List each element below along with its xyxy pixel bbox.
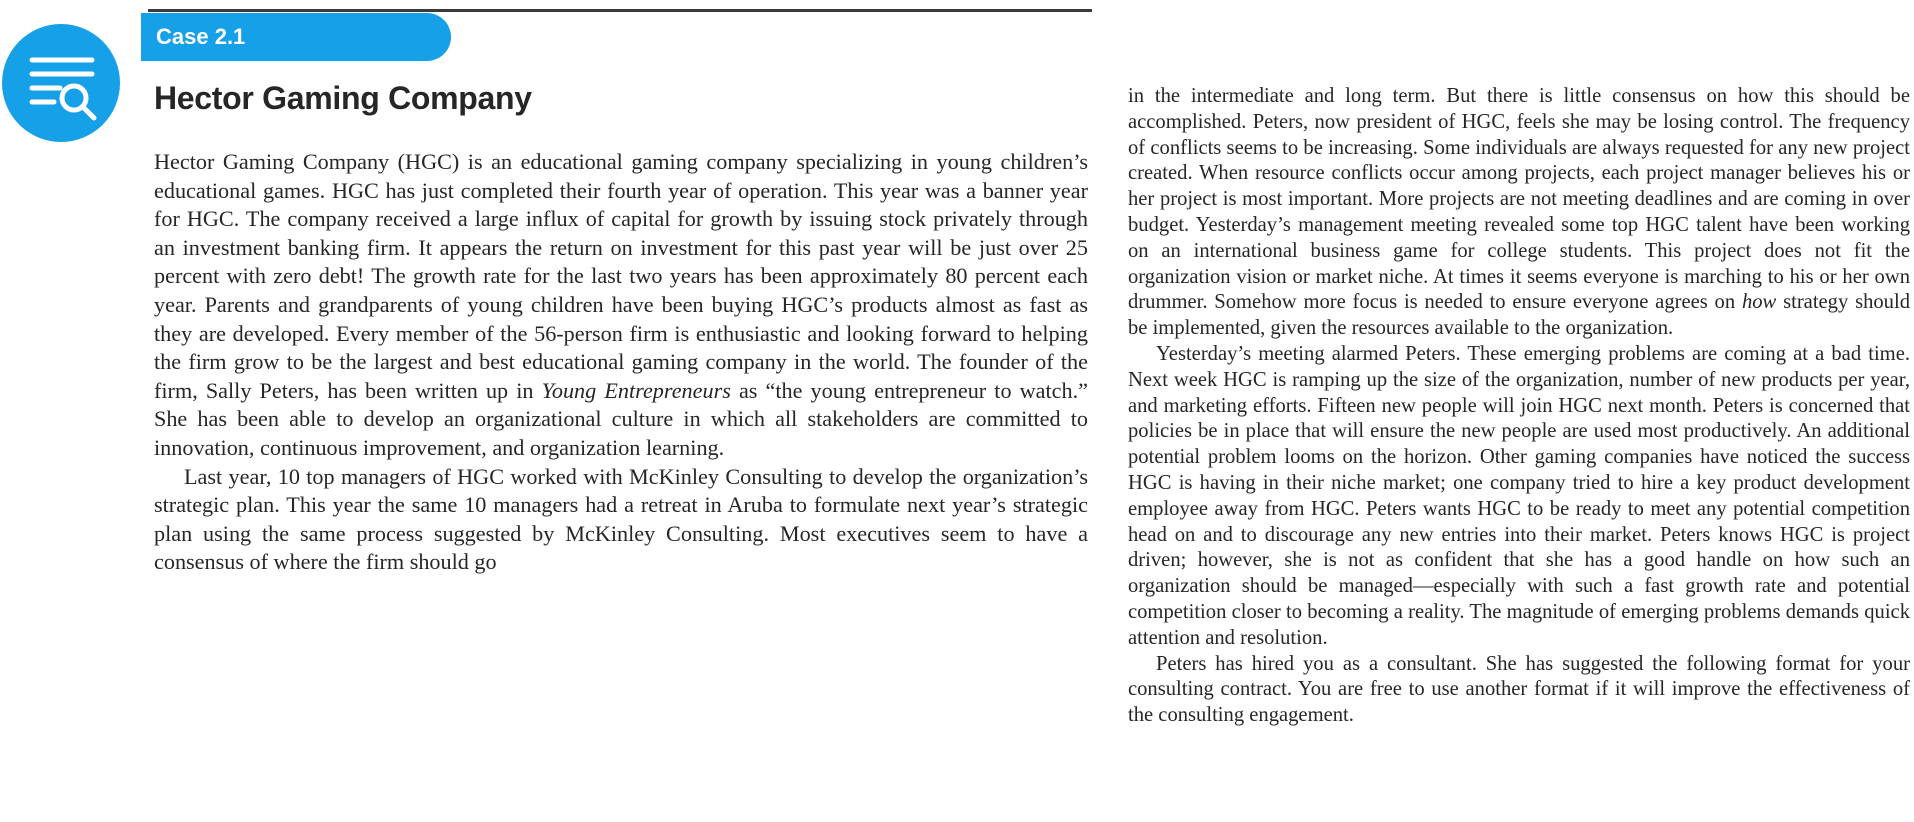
- right-paragraph-2: Yesterday’s meeting alarmed Peters. These emerging problems are coming at a bad time. Next week HGC is ramping up the size of the organization, number of new products per year, and marketing efforts. Fifteen new people will join HGC next month. Peters is concerned that policies be in place that will ensure the new people are used most productively. An additional potential problem looms on the horizon. Other gaming companies have noticed the success HGC is having in their niche market; one company tried to hire a key product development employee away from HGC. Peters wants HGC to be ready to meet any potential competition head on and to discourage any new entries into their market. Peters knows HGC is project driven; however, she is not as confident that she has a good handle on how such an organization should be managed—especially with such a fast growth rate and potential competition closer to becoming a reality. The magnitude of emerging problems demands quick attention and resolution.: [1128, 342, 1910, 649]
- right-column: [1128, 84, 1910, 729]
- case-study-icon: [2, 24, 120, 142]
- left-column: [154, 148, 1088, 577]
- case-title: Hector Gaming Company: [154, 80, 532, 116]
- right-page: [1128, 0, 1914, 822]
- case-label: Case 2.1: [156, 24, 246, 49]
- top-rule: [148, 9, 1092, 12]
- right-paragraph-3: Peters has hired you as a consultant. She has suggested the following format for your consulting contract. You are free to use another format if it will improve the effectiveness of the consulting engagement.: [1128, 652, 1910, 727]
- case-label-tab: [141, 13, 451, 61]
- left-paragraph-1: Hector Gaming Company (HGC) is an educational gaming company specializing in young children’s educational games. HGC has just completed their fourth year of operation. This year was a banner year for HGC. The company received a large influx of capital for growth by issuing stock privately through an investment banking firm. It appears the return on investment for this past year will be just over 25 percent with zero debt! The growth rate for the last two years has been approximately 80 percent each year. Parents and grandparents of young children have been buying HGC’s products almost as fast as they are developed. Every member of the 56-person firm is enthusiastic and looking forward to helping the firm grow to be the largest and best educational gaming company in the world. The founder of the firm, Sally Peters, has been written up in Young Entrepreneurs as “the young entrepreneur to watch.” She has been able to develop an organizational culture in which all stakeholders are committed to innovation, continuous improvement, and organization learning.: [154, 149, 1088, 460]
- left-paragraph-2: Last year, 10 top managers of HGC worked with McKinley Consulting to develop the organization’s strategic plan. This year the same 10 managers had a retreat in Aruba to formulate next year’s strategic plan using the same process suggested by McKinley Consulting. Most executives seem to have a consensus of where the firm should go: [154, 463, 1088, 575]
- right-paragraph-1: in the intermediate and long term. But there is little consensus on how this should be accomplished. Peters, now president of HGC, feels she may be losing control. The frequency of conflicts seems to be increasing. Some individuals are always requested for any new project created. When resource conflicts occur among projects, each project manager believes his or her project is most important. More projects are not meeting deadlines and are coming in over budget. Yesterday’s management meeting revealed some top HGC talent have been working on an international business game for college students. This project does not fit the organization vision or market niche. At times it seems everyone is marching to his or her own drummer. Somehow more focus is needed to ensure everyone agrees on how strategy should be implemented, given the resources available to the organization.: [1128, 85, 1910, 340]
